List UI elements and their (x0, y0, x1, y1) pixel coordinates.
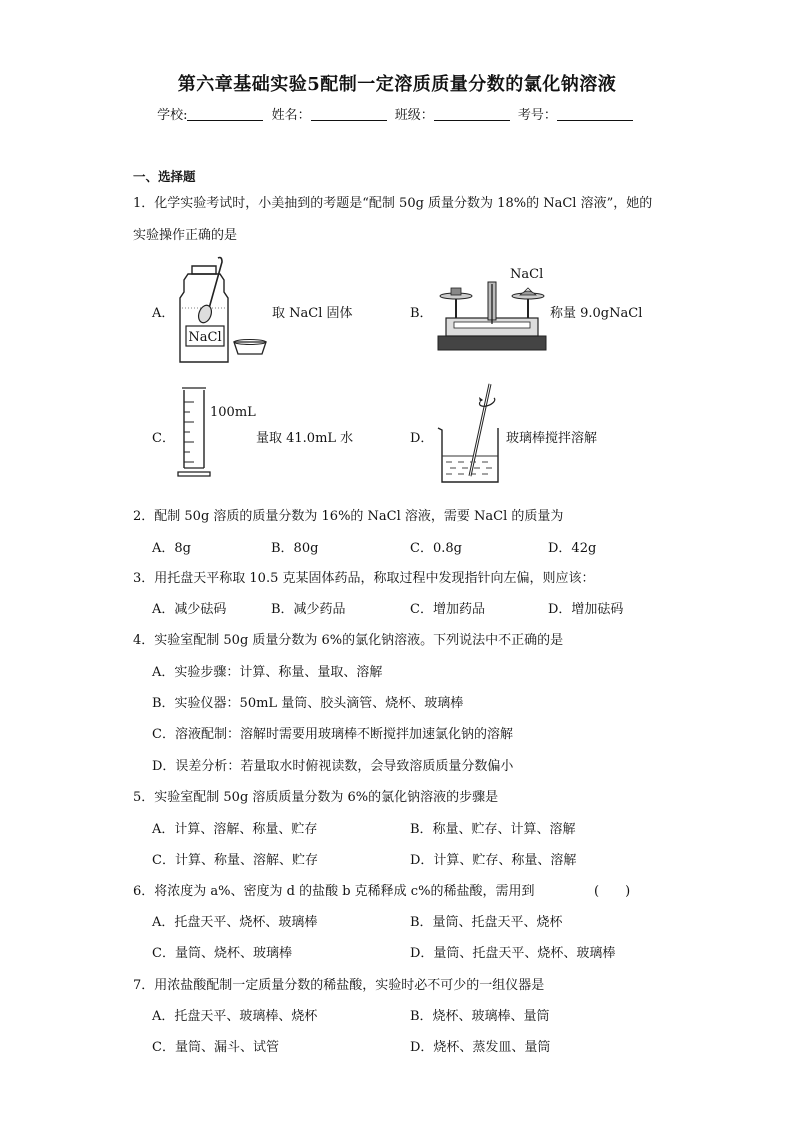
q2-option-b[interactable]: B．80g (271, 541, 319, 556)
graduated-cylinder-figure (176, 384, 258, 480)
q3-option-c[interactable]: C．增加药品 (410, 602, 485, 617)
name-blank[interactable] (311, 108, 387, 121)
q2-option-a[interactable]: A．8g (152, 541, 191, 556)
balance-scale-figure (434, 262, 550, 354)
q2-option-d[interactable]: D．42g (548, 541, 597, 556)
q5-stem: 5．实验室配制 50g 溶质质量分数为 6%的氯化钠溶液的步骤是 (133, 790, 499, 805)
q1-option-c-letter[interactable]: C． (152, 431, 175, 446)
page-title: 第六章基础实验5配制一定溶质质量分数的氯化钠溶液 (177, 74, 617, 95)
q1-option-b-letter[interactable]: B． (410, 306, 433, 321)
q3-option-d[interactable]: D．增加砝码 (548, 602, 624, 617)
q7-stem: 7．用浓盐酸配制一定质量分数的稀盐酸，实验时必不可少的一组仪器是 (133, 978, 545, 993)
q7-option-d[interactable]: D．烧杯、蒸发皿、量筒 (410, 1040, 551, 1055)
q4-option-c[interactable]: C．溶液配制：溶解时需要用玻璃棒不断搅拌加速氯化钠的溶解 (152, 727, 513, 742)
bottle-label: NaCl (188, 330, 222, 345)
q1-option-c-caption: 量取 41.0mL 水 (256, 431, 354, 446)
q4-option-d[interactable]: D．误差分析：若量取水时俯视读数，会导致溶质质量分数偏小 (152, 759, 514, 774)
student-info-row (0, 104, 794, 123)
q4-stem: 4．实验室配制 50g 质量分数为 6%的氯化钠溶液。下列说法中不正确的是 (133, 633, 564, 648)
q1-stem-line2: 实验操作正确的是 (133, 228, 238, 243)
q3-option-a[interactable]: A．减少砝码 (152, 602, 227, 617)
q1-option-d-letter[interactable]: D． (410, 431, 434, 446)
q6-option-b[interactable]: B．量筒、托盘天平、烧杯 (410, 915, 563, 930)
reagent-bottle-spoon-figure (176, 256, 272, 364)
section-heading: 一、选择题 (133, 169, 196, 184)
class-label: 班级： (394, 108, 434, 123)
class-blank[interactable] (434, 108, 510, 121)
q6-option-a[interactable]: A．托盘天平、烧杯、玻璃棒 (152, 915, 318, 930)
school-blank[interactable] (187, 108, 263, 121)
q7-option-b[interactable]: B．烧杯、玻璃棒、量筒 (410, 1009, 550, 1024)
q7-option-c[interactable]: C．量筒、漏斗、试管 (152, 1040, 279, 1055)
beaker-stirring-figure (432, 380, 512, 488)
q4-option-a[interactable]: A．实验步骤：计算、称量、量取、溶解 (152, 665, 383, 680)
q6-answer-bracket[interactable]: ( ) (594, 884, 631, 899)
q1-option-a-caption: 取 NaCl 固体 (272, 306, 353, 321)
name-label: 姓名： (271, 108, 311, 123)
cylinder-capacity-label: 100mL (210, 405, 256, 420)
q2-stem: 2．配制 50g 溶质的质量分数为 16%的 NaCl 溶液，需要 NaCl 的质量为 (133, 509, 564, 524)
balance-nacl-label: NaCl (510, 267, 544, 282)
q1-option-d-caption: 玻璃棒搅拌溶解 (506, 431, 598, 446)
exam-number-label: 考号： (517, 108, 557, 123)
q3-stem: 3．用托盘天平称取 10.5 克某固体药品，称取过程中发现指针向左偏，则应该： (133, 571, 595, 586)
q1-option-b-caption: 称量 9.0gNaCl (550, 306, 643, 321)
q1-stem-line1: 1．化学实验考试时，小美抽到的考题是“配制 50g 质量分数为 18%的 NaCl 溶液”，她的 (133, 196, 653, 211)
q6-stem: 6．将浓度为 a%、密度为 d 的盐酸 b 克稀释成 c%的稀盐酸，需用到 (133, 884, 535, 899)
q7-option-a[interactable]: A．托盘天平、玻璃棒、烧杯 (152, 1009, 318, 1024)
q6-option-c[interactable]: C．量筒、烧杯、玻璃棒 (152, 946, 292, 961)
exam-number-blank[interactable] (557, 108, 633, 121)
q5-option-c[interactable]: C．计算、称量、溶解、贮存 (152, 853, 318, 868)
q5-option-d[interactable]: D．计算、贮存、称量、溶解 (410, 853, 577, 868)
school-label: 学校: (157, 108, 188, 123)
q2-option-c[interactable]: C．0.8g (410, 541, 462, 556)
q6-option-d[interactable]: D．量筒、托盘天平、烧杯、玻璃棒 (410, 946, 616, 961)
q5-option-a[interactable]: A．计算、溶解、称量、贮存 (152, 822, 318, 837)
q3-option-b[interactable]: B．减少药品 (271, 602, 346, 617)
q5-option-b[interactable]: B．称量、贮存、计算、溶解 (410, 822, 576, 837)
q1-option-a-letter[interactable]: A． (152, 306, 175, 321)
q4-option-b[interactable]: B．实验仪器：50mL 量筒、胶头滴管、烧杯、玻璃棒 (152, 696, 464, 711)
